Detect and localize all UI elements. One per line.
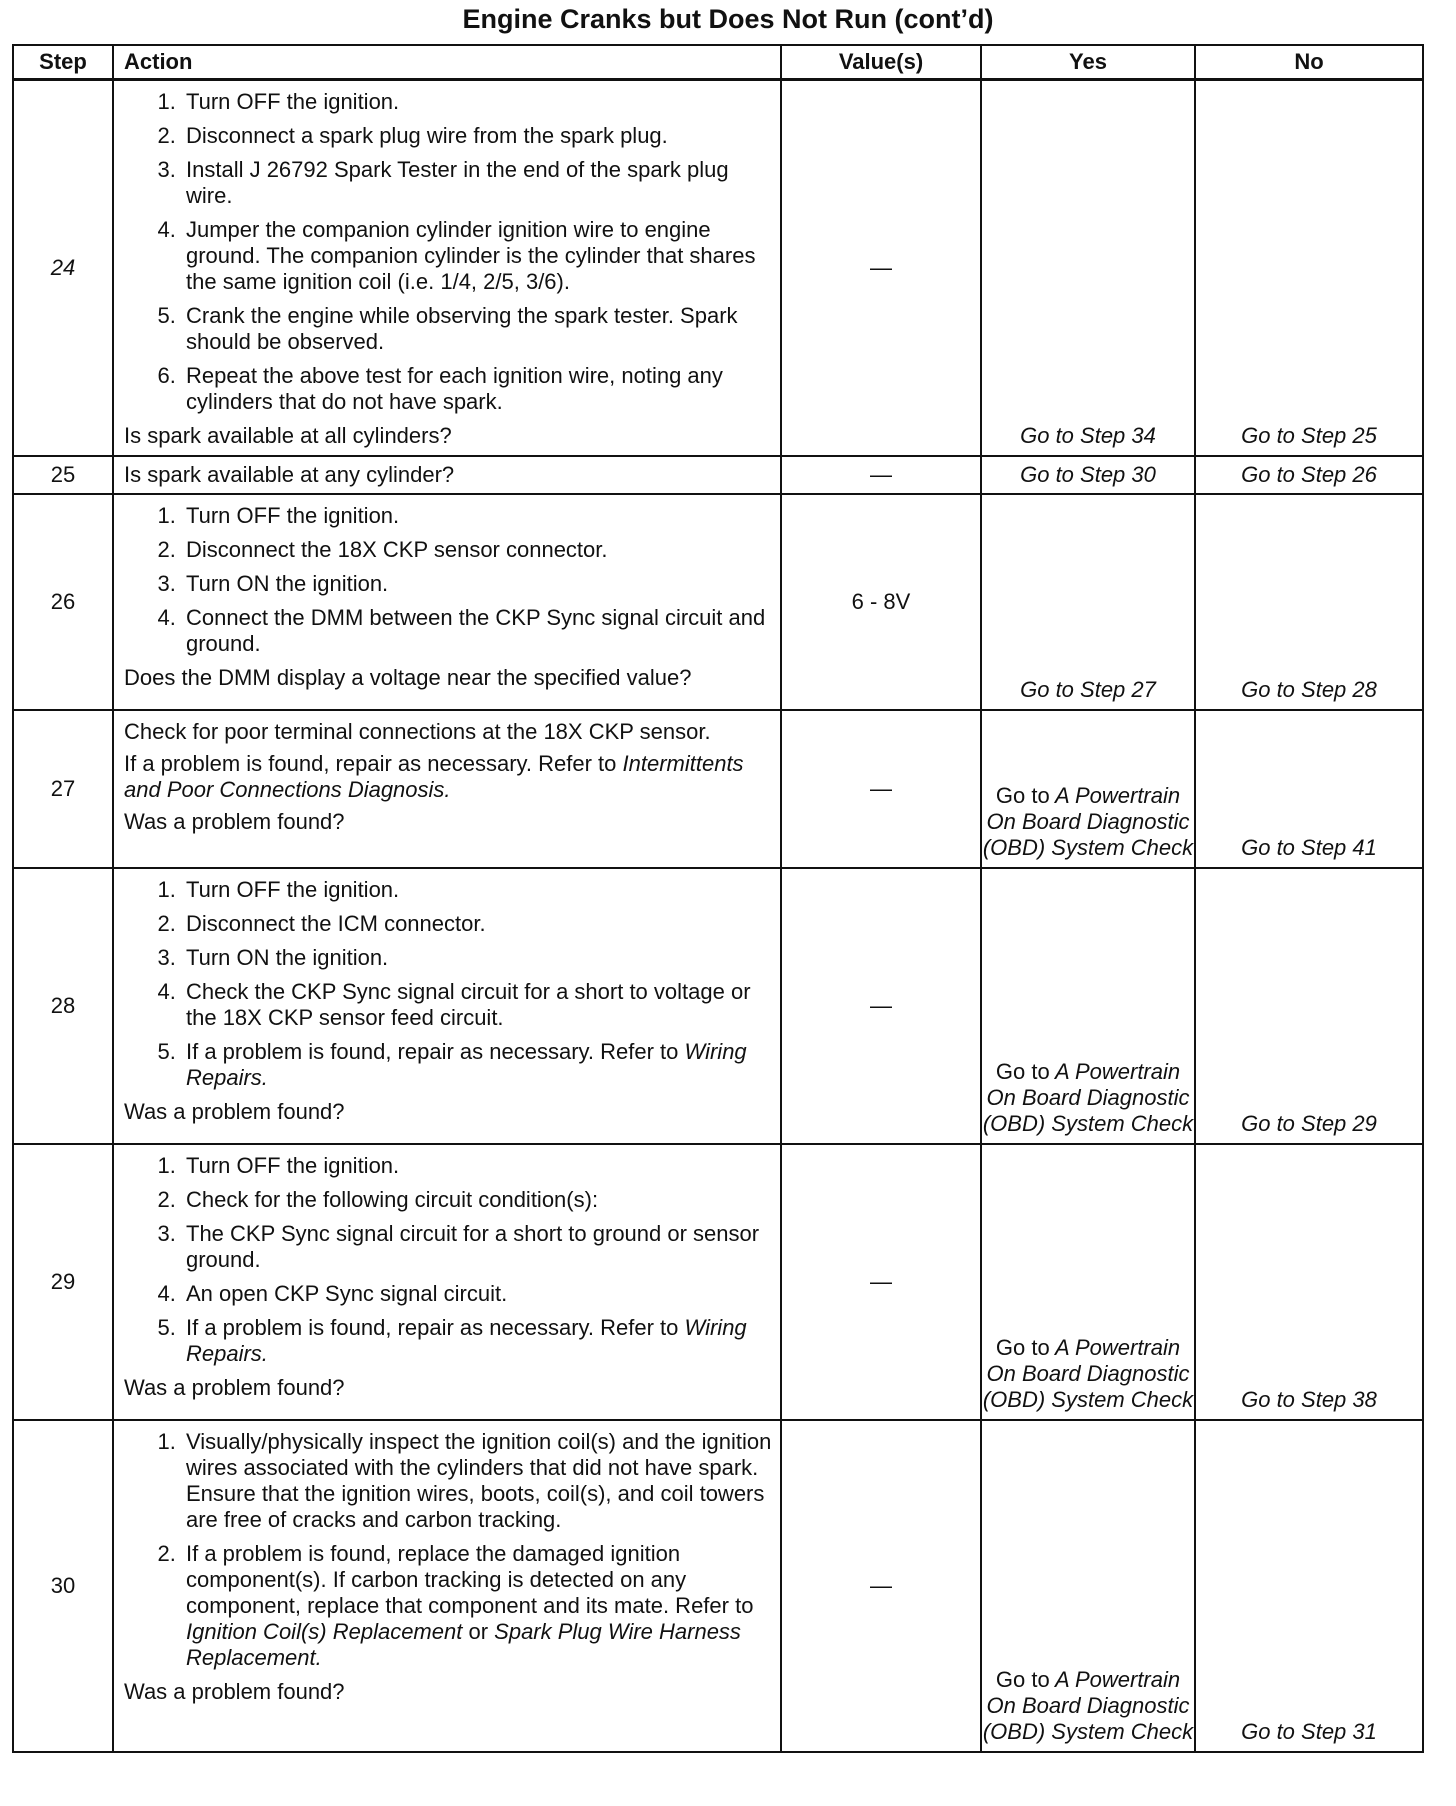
reference-link[interactable]: A Powertrain On Board Diagnostic (OBD) System Check — [982, 1059, 1194, 1136]
step-number: 26 — [13, 494, 113, 710]
action-item: 4. Jumper the companion cylinder ignition wire to engine ground. The companion cylinder is the cylinder that shares the same ignition coil (i.e. 1/4, 2/5, 3/6). — [182, 217, 772, 295]
no-cell — [1195, 868, 1423, 1144]
go-to-text: Go to — [995, 783, 1050, 808]
no-cell — [1195, 1144, 1423, 1420]
action-list — [124, 503, 772, 657]
value-cell: — — [781, 1144, 981, 1420]
action-item: 4. Check the CKP Sync signal circuit for a short to voltage or the 18X CKP sensor feed circuit. — [182, 979, 772, 1031]
action-item: 5. Crank the engine while observing the spark tester. Spark should be observed. — [182, 303, 772, 355]
yes-go-to-reference[interactable] — [982, 1059, 1194, 1137]
action-item: 3. Turn ON the ignition. — [182, 571, 772, 597]
table-row-step-27 — [13, 710, 1423, 868]
yes-go-to-reference[interactable] — [982, 1667, 1194, 1745]
action-cell — [113, 1144, 781, 1420]
action-item: 4. An open CKP Sync signal circuit. — [182, 1281, 772, 1307]
action-list — [124, 1429, 772, 1671]
table-row-step-25 — [13, 456, 1423, 494]
yes-cell — [981, 1144, 1195, 1420]
action-text: If a problem is found, repair as necessary. Refer to — [186, 1039, 679, 1064]
page-title: Engine Cranks but Does Not Run (cont’d) — [462, 4, 994, 34]
reference-link[interactable]: A Powertrain On Board Diagnostic (OBD) System Check — [982, 1667, 1194, 1744]
action-text: or — [468, 1619, 489, 1644]
reference-link[interactable]: Wiring Repairs. — [186, 1315, 747, 1366]
value-cell: — — [781, 868, 981, 1144]
header-row — [13, 45, 1423, 80]
header-values: Value(s) — [781, 45, 981, 80]
action-item — [182, 1541, 772, 1671]
action-item — [182, 1039, 772, 1091]
action-item: 1. Turn OFF the ignition. — [182, 1153, 772, 1179]
action-list — [124, 1153, 772, 1367]
header-action: Action — [113, 45, 781, 80]
diagnostic-table — [12, 44, 1424, 1753]
yes-cell — [981, 80, 1195, 457]
action-item: 4. Connect the DMM between the CKP Sync signal circuit and ground. — [182, 605, 772, 657]
yes-go-to-reference[interactable] — [982, 783, 1194, 861]
yes-go-to-step: Go to Step 27 — [1020, 677, 1156, 702]
action-item: 2. Disconnect the ICM connector. — [182, 911, 772, 937]
no-go-to-step: Go to Step 29 — [1241, 1111, 1377, 1136]
no-go-to-step: Go to Step 38 — [1241, 1387, 1377, 1412]
table-row-step-24 — [13, 80, 1423, 457]
action-item: 1. Turn OFF the ignition. — [182, 877, 772, 903]
action-text: If a problem is found, repair as necessary. Refer to — [186, 1315, 679, 1340]
question-text: Was a problem found? — [124, 1099, 345, 1124]
yes-go-to-step: Go to Step 30 — [981, 456, 1195, 494]
question-text: Was a problem found? — [124, 1679, 345, 1704]
action-cell — [113, 80, 781, 457]
reference-link[interactable]: Spark Plug Wire Harness Replacement. — [186, 1619, 741, 1670]
action-cell — [113, 456, 781, 494]
question-text: Was a problem found? — [124, 809, 345, 834]
table-row-step-26 — [13, 494, 1423, 710]
action-item: 3. The CKP Sync signal circuit for a short to ground or sensor ground. — [182, 1221, 772, 1273]
action-item: 3. Install J 26792 Spark Tester in the end of the spark plug wire. — [182, 157, 772, 209]
action-item — [182, 1315, 772, 1367]
no-cell — [1195, 1420, 1423, 1752]
reference-link[interactable]: Wiring Repairs. — [186, 1039, 747, 1090]
yes-cell — [981, 868, 1195, 1144]
no-go-to-step: Go to Step 31 — [1241, 1719, 1377, 1744]
step-number: 25 — [13, 456, 113, 494]
action-item: 2. Disconnect the 18X CKP sensor connector. — [182, 537, 772, 563]
yes-go-to-reference[interactable] — [982, 1335, 1194, 1413]
no-cell — [1195, 80, 1423, 457]
step-number: 28 — [13, 868, 113, 1144]
value-cell: — — [781, 1420, 981, 1752]
value-cell: — — [781, 80, 981, 457]
action-item: 2. Disconnect a spark plug wire from the spark plug. — [182, 123, 772, 149]
reference-link[interactable]: Ignition Coil(s) Replacement — [186, 1619, 463, 1644]
value-cell: — — [781, 456, 981, 494]
action-list — [124, 877, 772, 1091]
header-no: No — [1195, 45, 1423, 80]
action-list — [124, 89, 772, 415]
no-go-to-step: Go to Step 26 — [1195, 456, 1423, 494]
question-text: Is spark available at all cylinders? — [124, 423, 452, 448]
yes-cell — [981, 1420, 1195, 1752]
action-paragraph — [124, 751, 772, 803]
question-text: Does the DMM display a voltage near the specified value? — [124, 665, 692, 690]
action-item: 6. Repeat the above test for each ignition wire, noting any cylinders that do not have spark. — [182, 363, 772, 415]
action-item: 1. Visually/physically inspect the ignition coil(s) and the ignition wires associated with the cylinders that did not have spark. Ensure that the ignition wires, boots, coil(s), and coil towers are free of cracks and carbon tracking. — [182, 1429, 772, 1533]
no-go-to-step: Go to Step 41 — [1241, 835, 1377, 860]
header-yes: Yes — [981, 45, 1195, 80]
action-text: If a problem is found, repair as necessary. Refer to — [124, 751, 617, 776]
table-row-step-30 — [13, 1420, 1423, 1752]
table-row-step-29 — [13, 1144, 1423, 1420]
value-cell: 6 - 8V — [781, 494, 981, 710]
go-to-text: Go to — [995, 1335, 1050, 1360]
header-step: Step — [13, 45, 113, 80]
reference-link[interactable]: A Powertrain On Board Diagnostic (OBD) System Check — [982, 1335, 1194, 1412]
yes-cell — [981, 494, 1195, 710]
action-item: 1. Turn OFF the ignition. — [182, 503, 772, 529]
go-to-text: Go to — [995, 1059, 1050, 1084]
yes-cell — [981, 710, 1195, 868]
action-item: 1. Turn OFF the ignition. — [182, 89, 772, 115]
no-cell — [1195, 494, 1423, 710]
question-text: Is spark available at any cylinder? — [124, 462, 455, 487]
table-row-step-28 — [13, 868, 1423, 1144]
step-number: 24 — [13, 80, 113, 457]
value-cell: — — [781, 710, 981, 868]
action-paragraph: Check for poor terminal connections at the 18X CKP sensor. — [124, 719, 711, 744]
no-go-to-step: Go to Step 25 — [1241, 423, 1377, 448]
action-cell — [113, 1420, 781, 1752]
question-text: Was a problem found? — [124, 1375, 345, 1400]
action-item: 2. Check for the following circuit condition(s): — [182, 1187, 772, 1213]
reference-link[interactable]: Intermittents and Poor Connections Diagnosis. — [124, 751, 744, 802]
no-cell — [1195, 710, 1423, 868]
step-number: 29 — [13, 1144, 113, 1420]
no-go-to-step: Go to Step 28 — [1241, 677, 1377, 702]
action-item: 3. Turn ON the ignition. — [182, 945, 772, 971]
go-to-text: Go to — [995, 1667, 1050, 1692]
step-number: 27 — [13, 710, 113, 868]
action-text: If a problem is found, replace the damaged ignition component(s). If carbon tracking is detected on any component, replace that component and its mate. Refer to — [186, 1541, 754, 1618]
action-cell — [113, 868, 781, 1144]
step-number: 30 — [13, 1420, 113, 1752]
action-cell — [113, 494, 781, 710]
action-cell — [113, 710, 781, 868]
reference-link[interactable]: A Powertrain On Board Diagnostic (OBD) System Check — [982, 783, 1194, 860]
yes-go-to-step: Go to Step 34 — [1020, 423, 1156, 448]
